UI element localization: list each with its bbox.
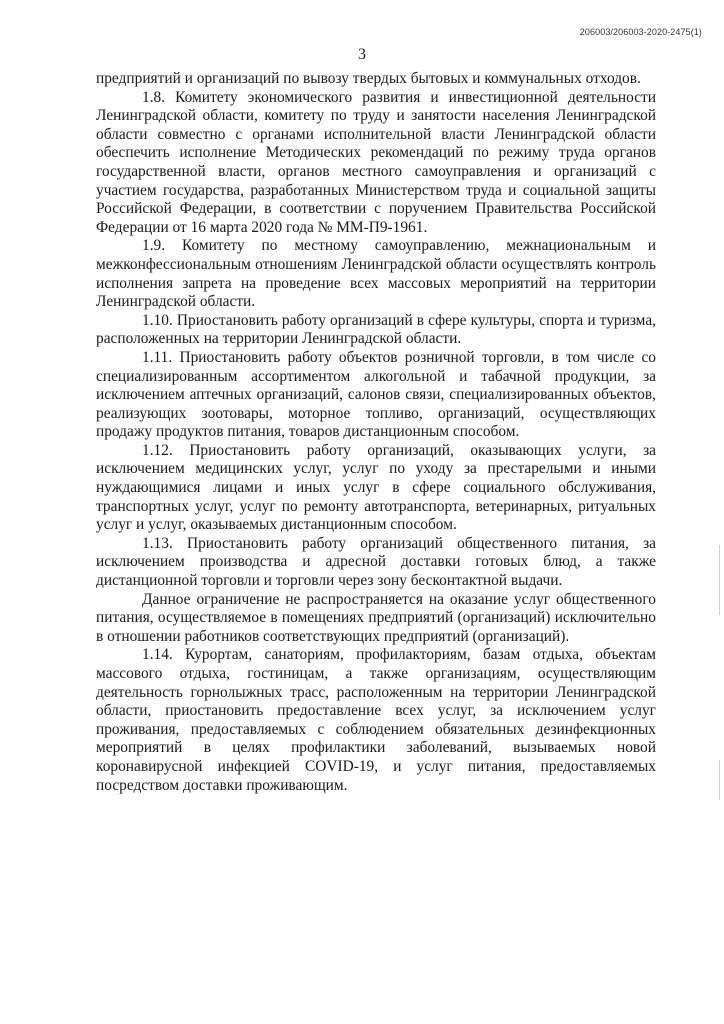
scan-edge-mark [719, 545, 720, 615]
paragraph-1-8: 1.8. Комитету экономического развития и инвестиционной деятельности Ленинградской области, комитету по труду и занятости населения Ленинградской области совместно с органами исполнительной власти Ленинградской области обеспечить исполнение Методических рекомендаций по режиму труда органов государственной власти, органов местного самоуправления и организаций с участием государства, разработанных Министерством труда и социальной защиты Российской Федерации, в соответствии с поручением Правительства Российской Федерации от 16 марта 2020 года № ММ-П9-1961. [96, 88, 656, 236]
page-number: 3 [358, 46, 366, 63]
scan-edge-mark [719, 760, 720, 800]
paragraph-1-11: 1.11. Приостановить работу объектов розничной торговли, в том числе со специализированным ассортиментом алкогольной и табачной продукции, за исключением аптечных организаций, салонов связи, специализированных объектов, реализующих зоотовары, моторное топливо, организаций, осуществляющих продажу продуктов питания, товаров дистанционным способом. [96, 348, 656, 441]
document-body [96, 70, 656, 795]
paragraph-1-10: 1.10. Приостановить работу организаций в сфере культуры, спорта и туризма, расположенных на территории Ленинградской области. [96, 311, 656, 348]
paragraph-restriction-note: Данное ограничение не распространяется на оказание услуг общественного питания, осуществляемое в помещениях предприятий (организаций) исключительно в отношении работников соответствующих предприятий (организаций). [96, 590, 656, 645]
paragraph-1-9: 1.9. Комитету по местному самоуправлению, межнациональным и межконфессиональным отношениям Ленинградской области осуществлять контроль исполнения запрета на проведение всех массовых мероприятий на территории Ленинградской области. [96, 237, 656, 311]
paragraph-1-13: 1.13. Приостановить работу организаций общественного питания, за исключением производства и адресной доставки готовых блюд, а также дистанционной торговли и торговли через зону бесконтактной выдачи. [96, 534, 656, 590]
paragraph-continuation: предприятий и организаций по вывозу твердых бытовых и коммунальных отходов. [96, 70, 641, 87]
paragraph-1-12: 1.12. Приостановить работу организаций, оказывающих услуги, за исключением медицинских услуг, услуг по уходу за престарелыми и иными нуждающимися лицами и иных услуг в сфере социального обслуживания, транспортных услуг, услуг по ремонту автотранспорта, ветеринарных, ритуальных услуг и услуг, оказываемых дистанционным способом. [96, 441, 656, 534]
paragraph-1-14: 1.14. Курортам, санаториям, профилакториям, базам отдыха, объектам массового отдыха, гостиницам, а также организациям, осуществляющим деятельность горнолыжных трасс, расположенным на территории Ленинградской области, приостановить предоставление всех услуг, за исключением услуг проживания, предоставляемых с соблюдением обязательных дезинфекционных мероприятий в целях профилактики заболеваний, вызываемых новой коронавирусной инфекцией COVID-19, и услуг питания, предоставляемых посредством доставки проживающим. [96, 646, 656, 794]
document-id: 206003/206003-2020-2475(1) [579, 27, 702, 37]
